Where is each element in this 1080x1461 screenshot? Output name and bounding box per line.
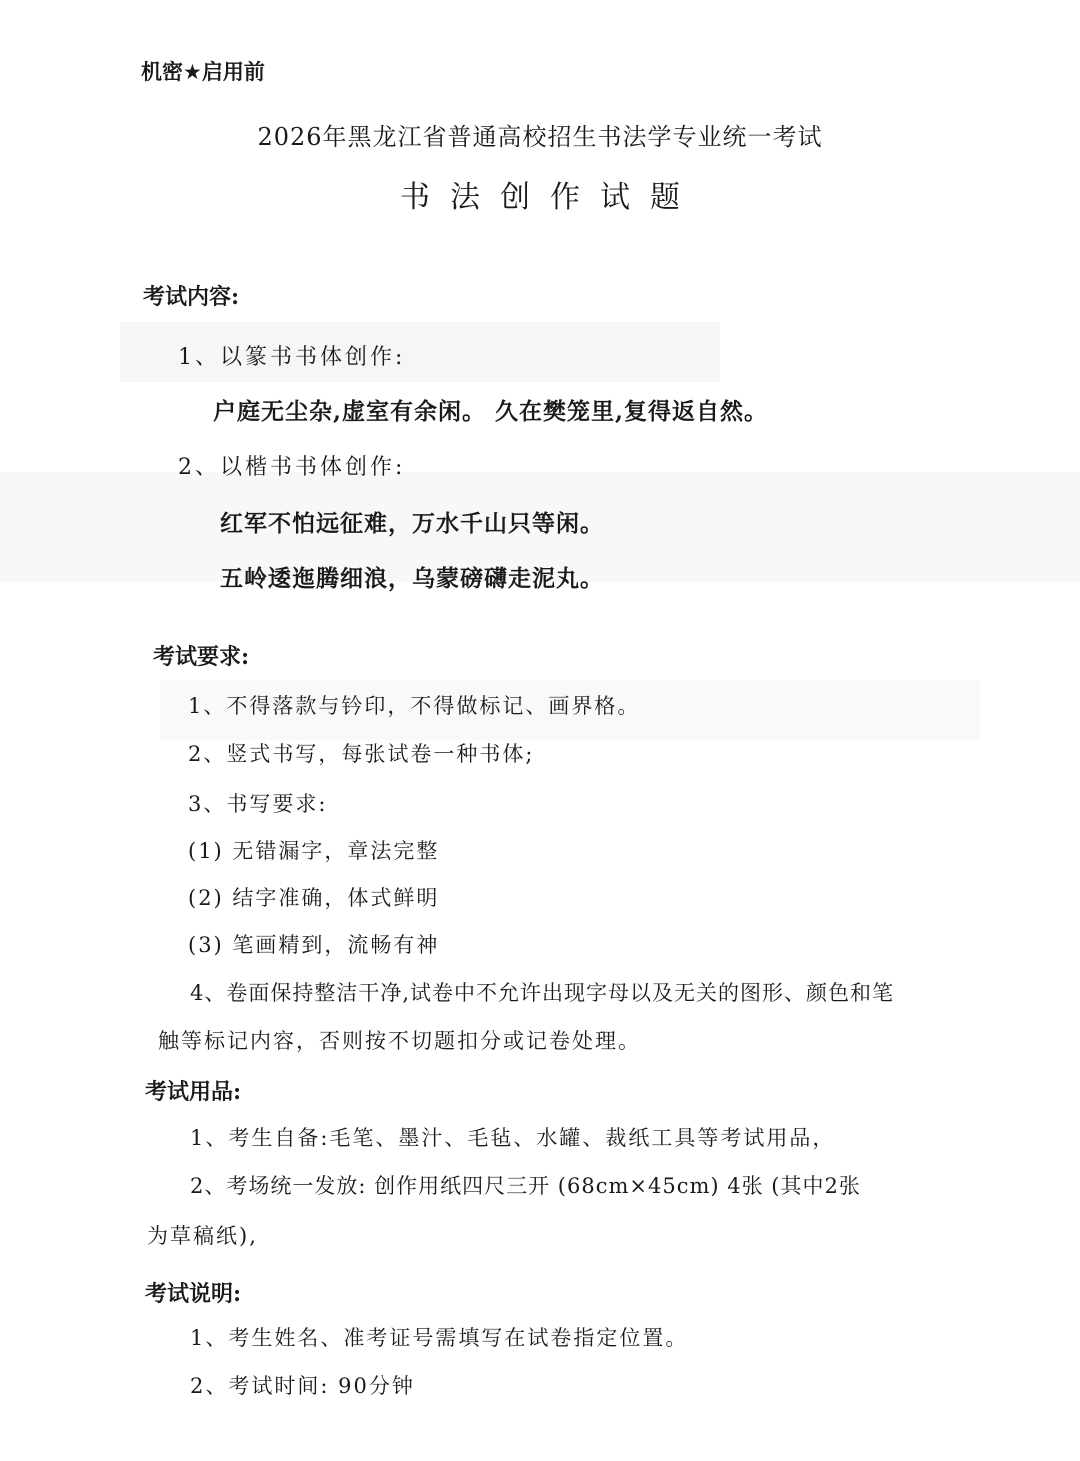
exam-subtitle: 书法创作试题 [400,180,700,215]
requirements-heading: 考试要求: [153,644,250,670]
supplies-2-line1: 2、考场统一发放: 创作用纸四尺三开 (68cm×45cm) 4张 (其中2张 [190,1174,861,1198]
poem-regular-script-line2: 五岭逶迤腾细浪，乌蒙磅礴走泥丸。 [220,565,604,592]
note-2: 2、考试时间: 90分钟 [190,1374,415,1398]
content-item-regular-script: 2、以楷书书体创作: [178,455,406,480]
requirement-4-line1: 4、卷面保持整洁干净,试卷中不允许出现字母以及无关的图形、颜色和笔 [190,981,895,1005]
supplies-1: 1、考生自备:毛笔、墨汁、毛毡、水罐、裁纸工具等考试用品， [190,1126,836,1150]
poem-seal-script: 户庭无尘杂,虚室有余闲。 久在樊笼里,复得返自然。 [213,398,769,425]
note-1: 1、考生姓名、准考证号需填写在试卷指定位置。 [190,1326,689,1350]
requirement-3a: (1) 无错漏字，章法完整 [188,839,440,863]
supplies-heading: 考试用品: [145,1079,242,1105]
requirement-2: 2、竖式书写，每张试卷一种书体; [188,742,535,766]
requirement-3c: (3) 笔画精到，流畅有神 [188,933,440,957]
requirement-1: 1、不得落款与钤印，不得做标记、画界格。 [188,694,641,718]
notes-heading: 考试说明: [145,1281,242,1307]
content-item-seal-script: 1、以篆书书体创作: [178,345,406,370]
requirement-3b: (2) 结字准确，体式鲜明 [188,886,440,910]
requirement-4-line2: 触等标记内容，否则按不切题扣分或记卷处理。 [158,1029,641,1053]
supplies-2-line2: 为草稿纸), [147,1224,258,1248]
exam-title: 2026年黑龙江省普通高校招生书法学专业统一考试 [257,123,823,151]
content-heading: 考试内容: [143,284,240,310]
poem-regular-script-line1: 红军不怕远征难，万水千山只等闲。 [220,510,604,537]
requirement-3: 3、书写要求: [188,792,328,816]
confidential-marking: 机密★启用前 [141,60,265,84]
